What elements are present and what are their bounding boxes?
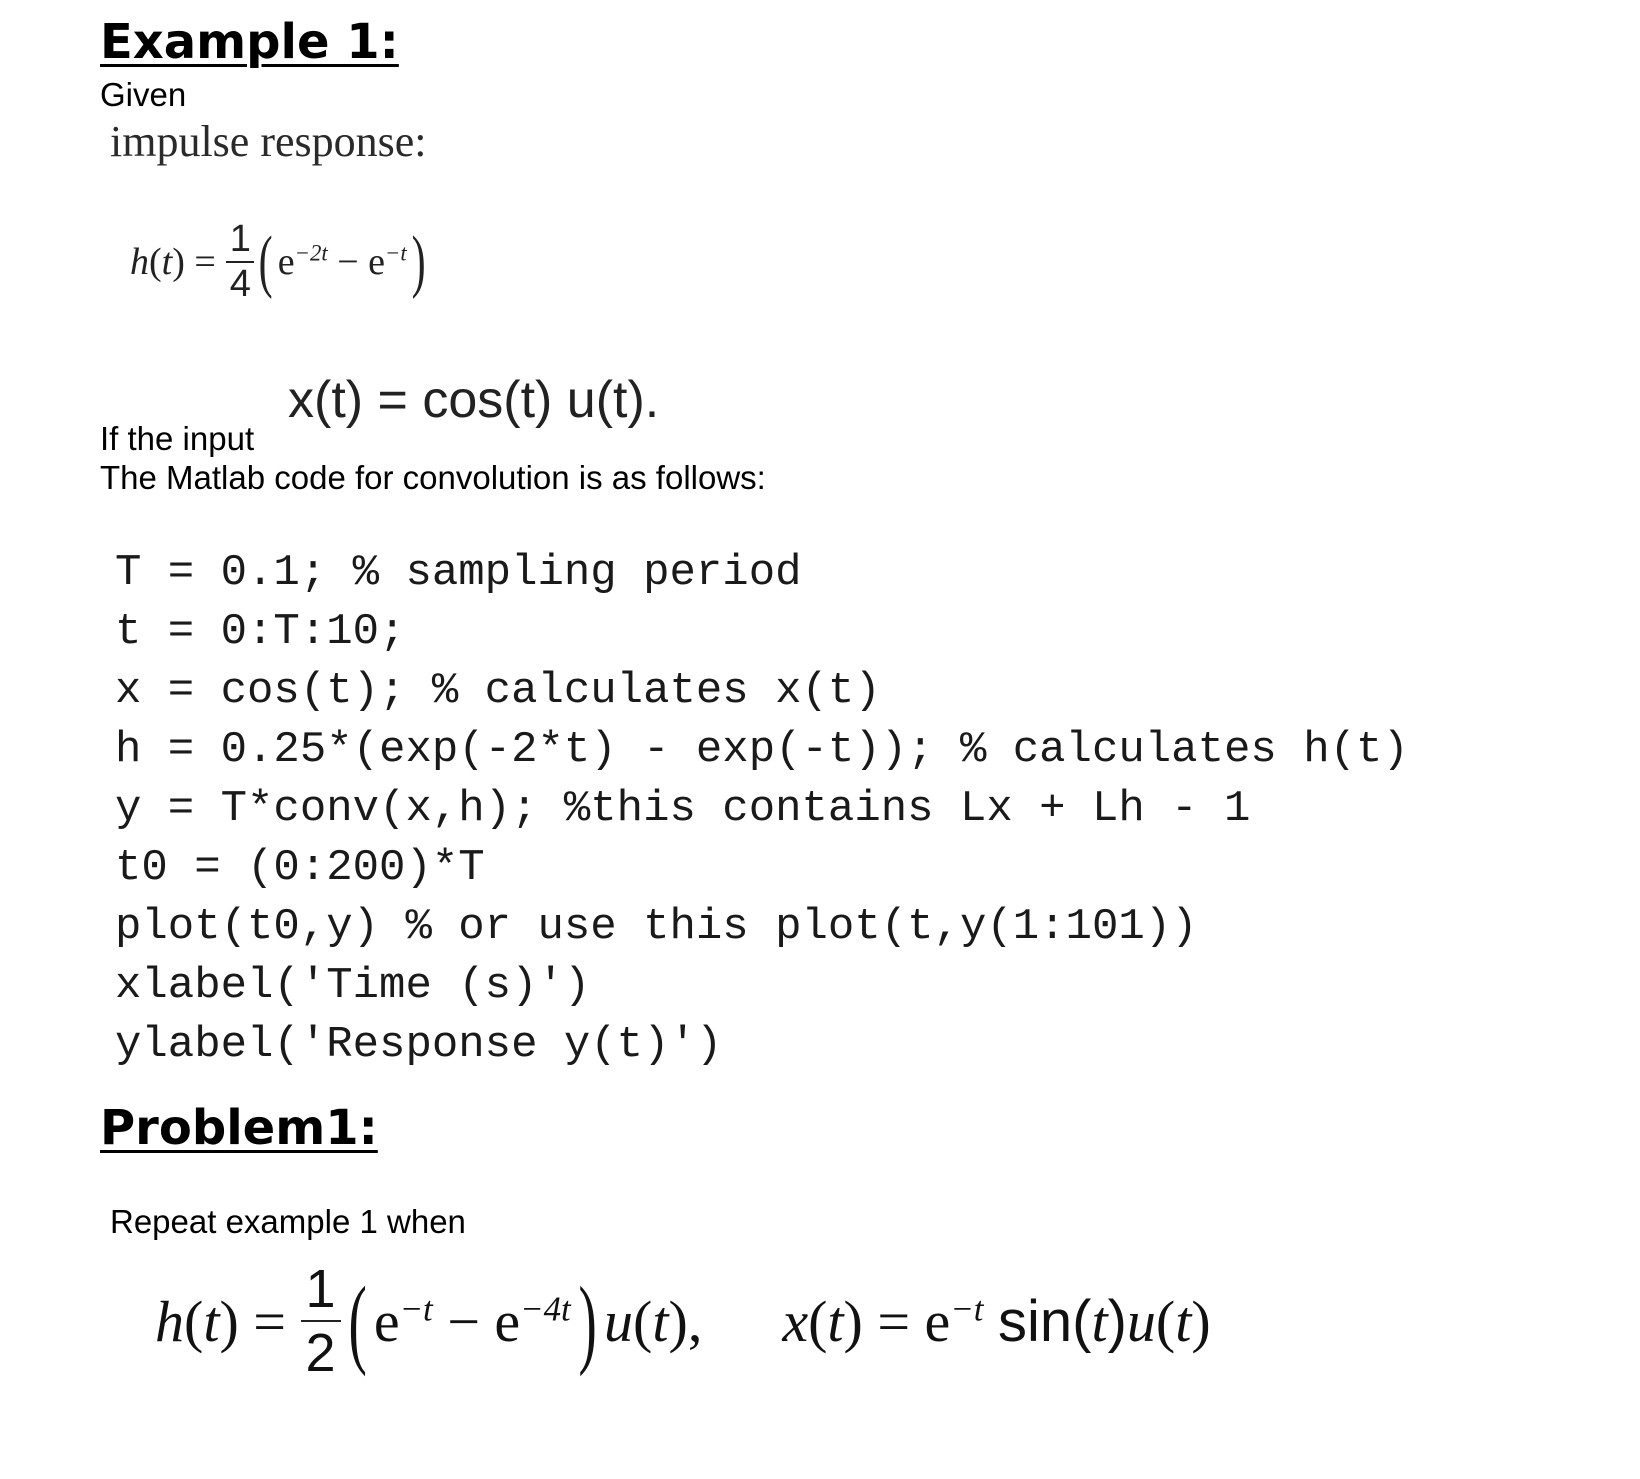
- exponent-minus-t: −t: [399, 1289, 433, 1329]
- code-line: t = 0:T:10;: [115, 607, 406, 657]
- problem1-equations: h ( t ) = $\frac{1}{2}$ ( $e^{-t}$ − $e^{-4t}$ ) u ( t ), x ( t ) = $e^{-t}$ sin( t ) u ( t ): [155, 1259, 1211, 1383]
- code-line: plot(t0,y) % or use this plot(t,y(1:101)): [115, 902, 1198, 952]
- matlab-code-block: [115, 544, 1409, 1075]
- code-intro-text: The Matlab code for convolution is as follows:: [100, 459, 766, 496]
- input-equation: x(t) = cos(t) u(t).: [288, 371, 660, 429]
- equals-sign: =: [194, 241, 216, 283]
- code-line: h = 0.25*(exp(-2*t) - exp(-t)); % calculates h(t): [115, 725, 1409, 775]
- impulse-response-equation: h ( t ) = $\frac{1}{4}$ ( $e^{-2t}$ − $e^{-t}$ ): [130, 218, 426, 305]
- exponent-minus-t: −t: [384, 240, 407, 266]
- code-line: t0 = (0:200)*T: [115, 843, 485, 893]
- code-line: y = T*conv(x,h); %this contains Lx + Lh - 1: [115, 784, 1251, 834]
- code-line: ylabel('Response y(t)'): [115, 1020, 723, 1070]
- h-symbol: h: [130, 241, 149, 283]
- example1-heading: Example 1:: [100, 14, 399, 70]
- fraction-one-quarter: $\frac{1}{4}$: [226, 218, 254, 306]
- code-line: xlabel('Time (s)'): [115, 961, 591, 1011]
- input-label: If the input: [100, 420, 255, 457]
- given-label: Given: [100, 76, 187, 113]
- problem1-heading: Problem1:: [100, 1100, 378, 1156]
- fraction-one-half: $\frac{1}{2}$: [301, 1258, 341, 1384]
- impulse-response-label: impulse response:: [110, 117, 427, 166]
- code-line: T = 0.1; % sampling period: [115, 548, 802, 598]
- code-line: x = cos(t); % calculates x(t): [115, 666, 881, 716]
- exponent-minus-4t: −4t: [520, 1289, 571, 1329]
- problem1-text: Repeat example 1 when: [110, 1203, 466, 1240]
- exponent-minus-2t: −2t: [294, 240, 328, 266]
- exponent-minus-t: −t: [950, 1289, 984, 1329]
